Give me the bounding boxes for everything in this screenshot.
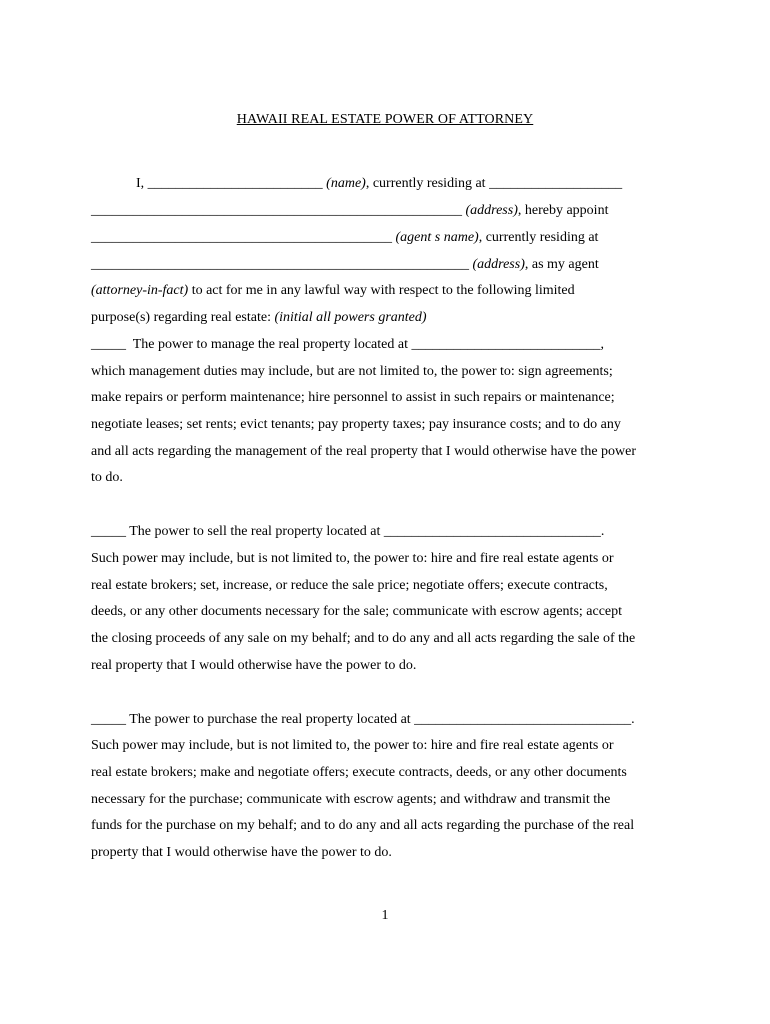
intro-text: , hereby appoint <box>517 203 609 218</box>
intro-text: to act for me in any lawful way with respect to the following limited <box>188 283 575 298</box>
manage-power-line: negotiate leases; set rents; evict tenants; pay property taxes; pay insurance costs; and to do any <box>91 417 621 432</box>
intro-text: ______________________________________________________ <box>91 257 473 272</box>
sell-power-line: real property that I would otherwise have the power to do. <box>91 658 417 673</box>
intro-text: ___________________________________________ <box>91 230 396 245</box>
sell-power-line: deeds, or any other documents necessary for the sale; communicate with escrow agents; accept <box>91 604 623 619</box>
page-number: 1 <box>381 908 389 923</box>
intro-text: purpose(s) regarding real estate: <box>91 310 275 325</box>
sell-power-line: _____ The power to sell the real property located at _______________________________. <box>91 524 605 539</box>
purchase-power-line: real estate brokers; make and negotiate offers; execute contracts, deeds, or any other documents <box>91 765 627 780</box>
intro-line-3 <box>91 229 598 247</box>
address-hint: (address) <box>472 257 525 272</box>
intro-line-4 <box>91 256 599 274</box>
manage-power-line: to do. <box>91 470 123 485</box>
manage-power-line: and all acts regarding the management of the real property that I would otherwise have the power <box>91 444 637 459</box>
intro-text: , currently residing at ___________________ <box>365 176 623 191</box>
intro-line-6 <box>91 309 427 327</box>
name-hint: (name) <box>326 176 366 191</box>
manage-power-line: which management duties may include, but are not limited to, the power to: sign agreements; <box>91 364 613 379</box>
sell-power-line: Such power may include, but is not limited to, the power to: hire and fire real estate agents or <box>91 551 614 566</box>
sell-power-line: the closing proceeds of any sale on my behalf; and to do any and all acts regarding the sale of the <box>91 631 636 646</box>
document-title: HAWAII REAL ESTATE POWER OF ATTORNEY <box>236 112 534 127</box>
intro-text: , currently residing at <box>478 230 599 245</box>
address-hint: (address) <box>465 203 518 218</box>
manage-power-line: _____ The power to manage the real property located at ___________________________, <box>91 337 604 352</box>
attorney-hint: (attorney-in-fact) <box>91 283 189 298</box>
intro-line-2 <box>91 202 608 220</box>
intro-line-5 <box>91 282 575 300</box>
sell-power-line: real estate brokers; set, increase, or reduce the sale price; negotiate offers; execute contracts, <box>91 578 608 593</box>
intro-line-1 <box>136 175 622 193</box>
intro-text: _____________________________________________________ <box>91 203 466 218</box>
purchase-power-line: Such power may include, but is not limited to, the power to: hire and fire real estate agents or <box>91 738 614 753</box>
agent-name-hint: (agent s name) <box>395 230 479 245</box>
manage-power-line: make repairs or perform maintenance; hire personnel to assist in such repairs or maintenance; <box>91 390 615 405</box>
purchase-power-line: property that I would otherwise have the power to do. <box>91 845 392 860</box>
purchase-power-line: _____ The power to purchase the real property located at _______________________________. <box>91 712 635 727</box>
purchase-power-line: necessary for the purchase; communicate with escrow agents; and withdraw and transmit the <box>91 792 611 807</box>
initial-hint: (initial all powers granted) <box>274 310 427 325</box>
purchase-power-line: funds for the purchase on my behalf; and to do any and all acts regarding the purchase of the real <box>91 818 635 833</box>
intro-text: I, _________________________ <box>136 176 327 191</box>
intro-text: , as my agent <box>524 257 599 272</box>
